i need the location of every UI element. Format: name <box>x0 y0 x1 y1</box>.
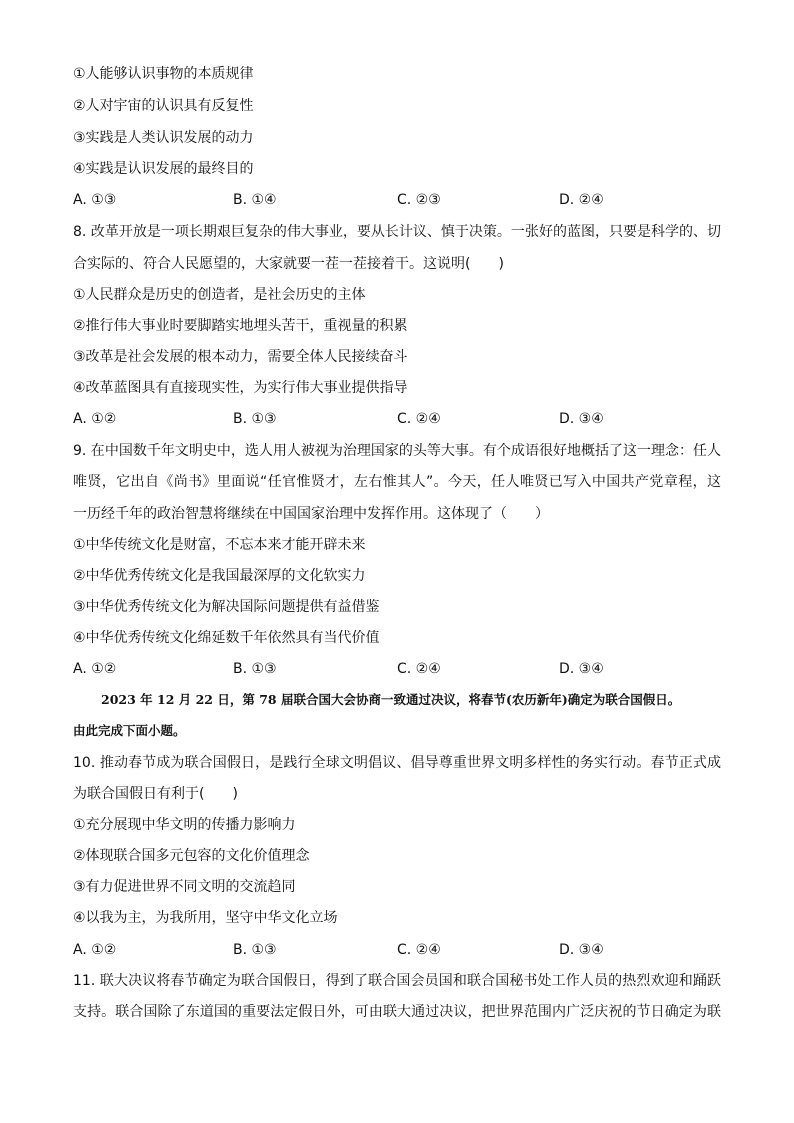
q10-option-b: B. ①③ <box>233 942 277 958</box>
q7-item-2: ②人对宇宙的认识具有反复性 <box>73 98 254 114</box>
q8-stem-line-1: 8. 改革开放是一项长期艰巨复杂的伟大事业，要从长计议、慎于决策。一张好的蓝图，只要是科学的、切 <box>73 224 721 240</box>
q10-item-2: ②体现联合国多元包容的文化价值理念 <box>73 848 310 864</box>
q11-stem-line-2: 支持。联合国除了东道国的重要法定假日外，可由联大通过决议，把世界范围内广泛庆祝的节日确定为联 <box>73 1004 721 1020</box>
q7-options <box>73 190 733 210</box>
q9-options <box>73 659 733 679</box>
q10-option-a: A. ①② <box>73 942 117 958</box>
q7-option-b: B. ①④ <box>233 192 277 208</box>
q9-option-b: B. ①③ <box>233 661 277 677</box>
q7-option-a: A. ①③ <box>73 192 117 208</box>
q8-stem-line-2: 合实际的、符合人民愿望的，大家就要一茬一茬接着干。这说明( ) <box>73 256 504 272</box>
q10-option-c: C. ②④ <box>397 942 441 958</box>
q7-option-c: C. ②③ <box>397 192 441 208</box>
q9-stem-line-1: 9. 在中国数千年文明史中，选人用人被视为治理国家的头等大事。有个成语很好地概括了这一理念：任人 <box>73 443 721 459</box>
q8-option-c: C. ②④ <box>397 411 441 427</box>
q9-item-2: ②中华优秀传统文化是我国最深厚的文化软实力 <box>73 568 366 584</box>
q9-option-a: A. ①② <box>73 661 117 677</box>
q9-stem-line-3: 一历经千年的政治智慧将继续在中国国家治理中发挥作用。这体现了（ ） <box>73 506 549 522</box>
q10-item-3: ③有力促进世界不同文明的交流趋同 <box>73 879 296 895</box>
q9-option-c: C. ②④ <box>397 661 441 677</box>
q8-option-b: B. ①③ <box>233 411 277 427</box>
q8-options <box>73 409 733 429</box>
q8-item-3: ③改革是社会发展的根本动力，需要全体人民接续奋斗 <box>73 349 408 365</box>
q9-item-3: ③中华优秀传统文化为解决国际问题提供有益借鉴 <box>73 599 380 615</box>
q7-item-1: ①人能够认识事物的本质规律 <box>73 66 254 82</box>
q8-item-1: ①人民群众是历史的创造者，是社会历史的主体 <box>73 287 366 303</box>
q8-item-2: ②推行伟大事业时要脚踏实地埋头苦干，重视量的积累 <box>73 318 408 334</box>
q10-options <box>73 940 733 960</box>
q10-item-1: ①充分展现中华文明的传播力影响力 <box>73 817 296 833</box>
q8-item-4: ④改革蓝图具有直接现实性，为实行伟大事业提供指导 <box>73 380 408 396</box>
q9-option-d: D. ③④ <box>559 661 604 677</box>
material-line-1: 2023 年 12 月 22 日，第 78 届联合国大会协商一致通过决议，将春节(农历新年)确定为联合国假日。 <box>101 692 681 707</box>
q9-stem-line-2: 唯贤，它出自《尚书》里面说“任官惟贤才，左右惟其人”。今天，任人唯贤已写入中国共产党章程，这 <box>73 474 721 490</box>
material-line-2: 由此完成下面小题。 <box>73 723 186 738</box>
q8-option-d: D. ③④ <box>559 411 604 427</box>
q7-option-d: D. ②④ <box>559 192 604 208</box>
q11-stem-line-1: 11. 联大决议将春节确定为联合国假日，得到了联合国会员国和联合国秘书处工作人员的热烈欢迎和踊跃 <box>73 973 721 989</box>
q10-option-d: D. ③④ <box>559 942 604 958</box>
q7-item-3: ③实践是人类认识发展的动力 <box>73 130 254 146</box>
q7-item-4: ④实践是认识发展的最终目的 <box>73 161 254 177</box>
q10-stem-line-1: 10. 推动春节成为联合国假日，是践行全球文明倡议、倡导尊重世界文明多样性的务实行动。春节正式成 <box>73 755 721 771</box>
q8-option-a: A. ①② <box>73 411 117 427</box>
q10-stem-line-2: 为联合国假日有利于( ) <box>73 786 238 802</box>
q9-item-1: ①中华传统文化是财富，不忘本来才能开辟未来 <box>73 537 366 553</box>
q10-item-4: ④以我为主，为我所用，坚守中华文化立场 <box>73 910 338 926</box>
q9-item-4: ④中华优秀传统文化绵延数千年依然具有当代价值 <box>73 630 380 646</box>
